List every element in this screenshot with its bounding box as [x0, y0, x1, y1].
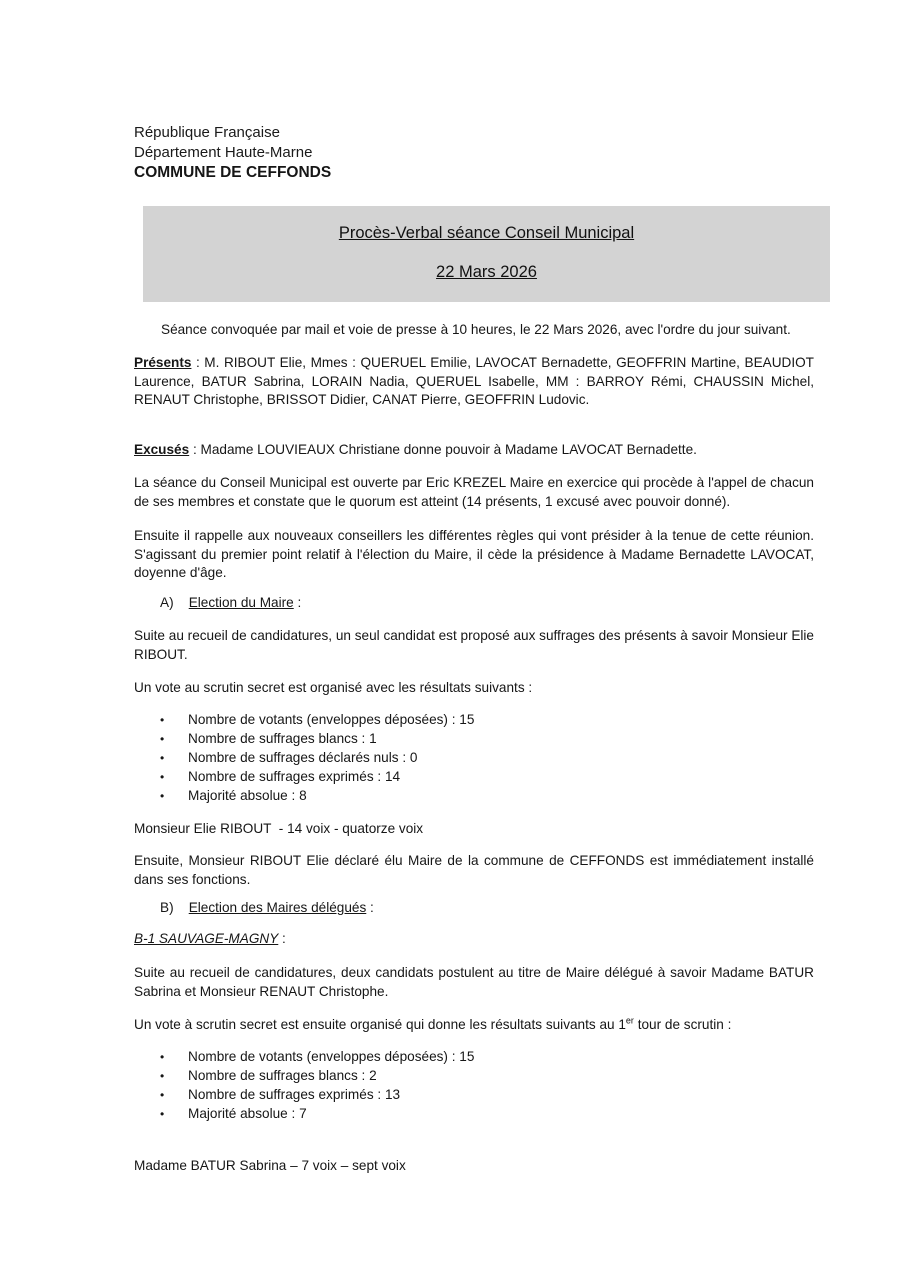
section-b-candidates: Suite au recueil de candidatures, deux candidats postulent au titre de Maire délégué à savoir Madame BATUR Sabrina et Monsieur RENAUT Christophe. — [134, 965, 814, 999]
result-text: Nombre de votants (enveloppes déposées) : 15 — [188, 712, 475, 727]
section-b-vote-intro — [134, 1016, 731, 1035]
section-b1-suffix: : — [278, 931, 286, 946]
section-a-conclusion: Ensuite, Monsieur RIBOUT Elie déclaré élu Maire de la commune de CEFFONDS est immédiatement installé dans ses fonctions. — [134, 853, 814, 887]
bullet-icon: • — [160, 751, 165, 765]
bullet-icon: • — [160, 1069, 165, 1083]
bullet-icon: • — [160, 789, 165, 803]
excuses-paragraph — [134, 441, 814, 460]
vote-intro-text-end: tour de scrutin : — [633, 1017, 732, 1032]
result-text: Nombre de suffrages blancs : 1 — [188, 731, 377, 746]
section-a-candidates: Suite au recueil de candidatures, un seul candidat est proposé aux suffrages des présents à savoir Monsieur Elie RIBOUT. — [134, 628, 814, 662]
excuses-text: : Madame LOUVIEAUX Christiane donne pouvoir à Madame LAVOCAT Bernadette. — [189, 442, 697, 457]
section-b-marker: B) — [160, 900, 174, 915]
vote-intro-text: Un vote à scrutin secret est ensuite organisé qui donne les résultats suivants au 1 — [134, 1017, 626, 1032]
section-a-marker: A) — [160, 595, 174, 610]
bullet-icon: • — [160, 1050, 165, 1064]
result-text: Nombre de suffrages exprimés : 14 — [188, 769, 401, 784]
header-republique: République Française — [134, 124, 280, 141]
section-a-vote-intro: Un vote au scrutin secret est organisé avec les résultats suivants : — [134, 680, 533, 695]
section-a-tally: Monsieur Elie RIBOUT - 14 voix - quatorze voix — [134, 821, 424, 836]
bullet-icon: • — [160, 770, 165, 784]
bullet-icon: • — [160, 1107, 165, 1121]
bullet-icon: • — [160, 1088, 165, 1102]
result-text: Nombre de suffrages blancs : 2 — [188, 1068, 377, 1083]
section-b1-title: B-1 SAUVAGE-MAGNY — [134, 931, 279, 946]
header-commune: COMMUNE DE CEFFONDS — [134, 164, 332, 181]
section-b1-heading — [134, 930, 286, 949]
result-text: Majorité absolue : 7 — [188, 1106, 307, 1121]
section-b-heading — [160, 899, 374, 918]
vote-intro-superscript: er — [625, 1015, 634, 1026]
section-b-suffix: : — [366, 900, 374, 915]
bullet-icon: • — [160, 713, 165, 727]
presents-paragraph — [134, 354, 814, 410]
opening-paragraph: La séance du Conseil Municipal est ouverte par Eric KREZEL Maire en exercice qui procède à l'appel de chacun de ses membres et constate que le quorum est atteint (14 présents, 1 excusé avec pouvoir donné). — [134, 475, 814, 509]
presents-text: : M. RIBOUT Elie, Mmes : QUERUEL Emilie, LAVOCAT Bernadette, GEOFFRIN Martine, BEAUDIOT Laurence, BATUR Sabrina, LORAIN Nadia, QUERUEL Isabelle, MM : BARROY Rémi, CHAUSSIN Michel, RENAUT Christophe, BRISSOT Didier, CANAT Pierre, GEOFFRIN Ludovic. — [134, 355, 814, 407]
presents-label: Présents — [134, 355, 192, 370]
result-text: Nombre de suffrages déclarés nuls : 0 — [188, 750, 418, 765]
section-b-tally: Madame BATUR Sabrina – 7 voix – sept voix — [134, 1158, 406, 1173]
section-a-title: Election du Maire — [188, 595, 294, 610]
result-text: Nombre de votants (enveloppes déposées) : 15 — [188, 1049, 475, 1064]
excuses-label: Excusés — [134, 442, 190, 457]
result-text: Nombre de suffrages exprimés : 13 — [188, 1087, 401, 1102]
title-box — [143, 206, 830, 302]
document-date: 22 Mars 2026 — [436, 263, 537, 281]
bullet-icon: • — [160, 732, 165, 746]
section-a-heading — [160, 594, 301, 613]
section-a-suffix: : — [293, 595, 302, 610]
header-departement: Département Haute-Marne — [134, 144, 313, 161]
result-text: Majorité absolue : 8 — [188, 788, 307, 803]
document-title: Procès-Verbal séance Conseil Municipal — [338, 224, 635, 242]
rules-paragraph: Ensuite il rappelle aux nouveaux conseillers les différentes règles qui vont présider à la tenue de cette réunion. S'agissant du premier point relatif à l'élection du Maire, il cède la présidence à Madame Bernadette LAVOCAT, doyenne d'âge. — [134, 528, 814, 580]
section-b-title: Election des Maires délégués — [188, 900, 367, 915]
intro-paragraph: Séance convoquée par mail et voie de presse à 10 heures, le 22 Mars 2026, avec l'ordre du jour suivant. — [161, 322, 791, 337]
